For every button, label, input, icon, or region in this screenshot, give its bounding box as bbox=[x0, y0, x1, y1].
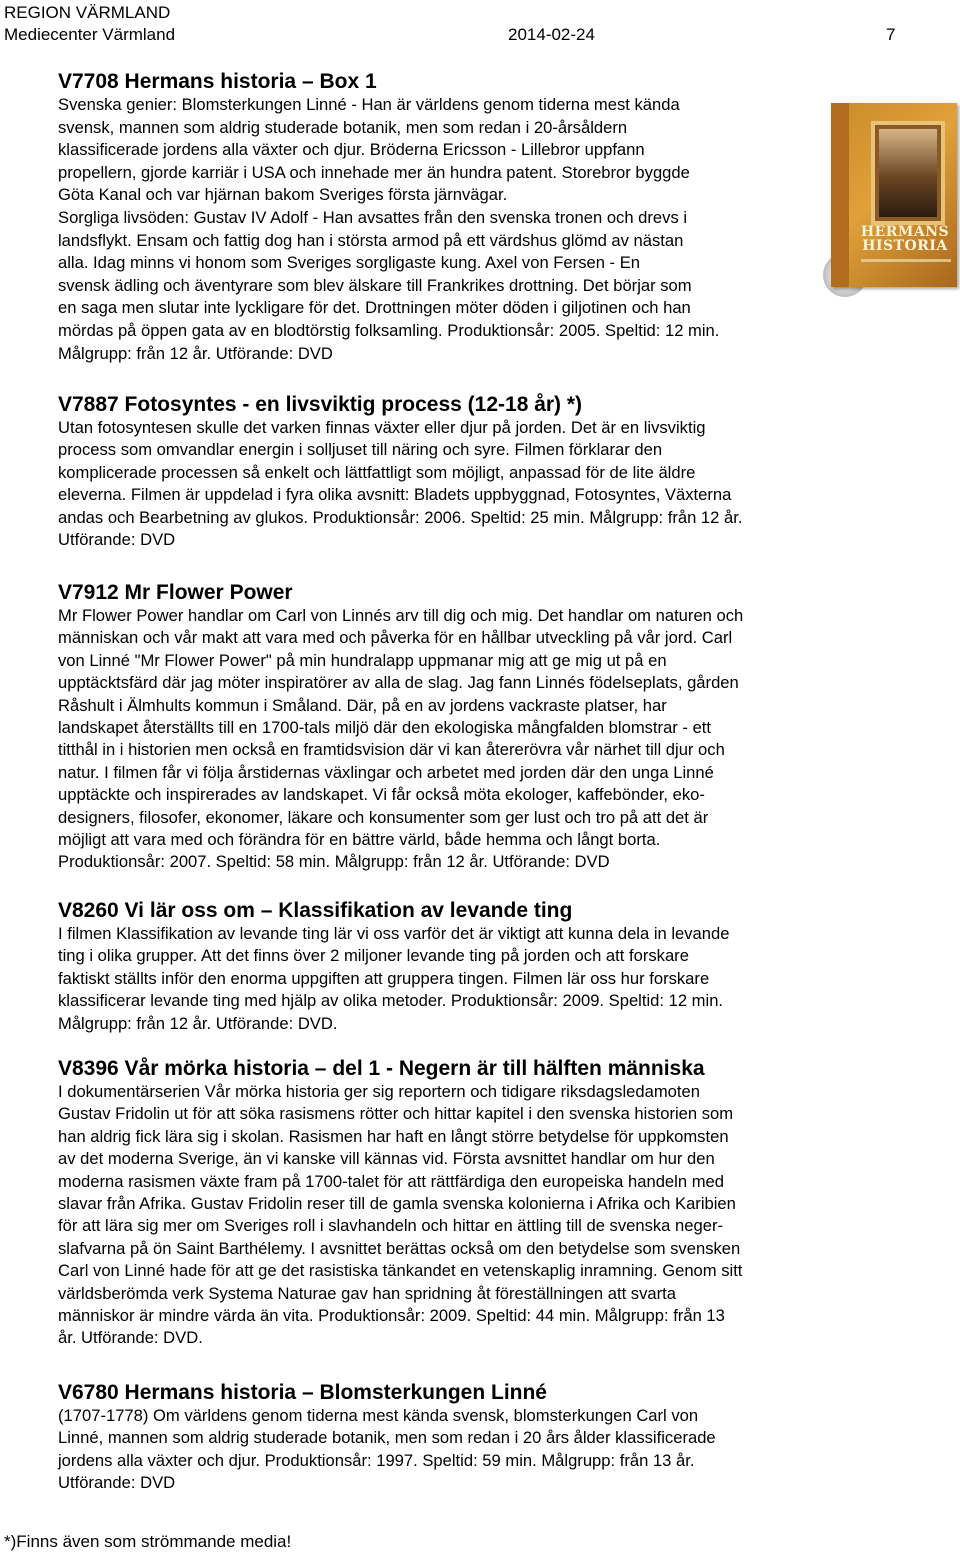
entry-title: V7912 Mr Flower Power bbox=[58, 581, 293, 604]
footnote: *)Finns även som strömmande media! bbox=[4, 1532, 292, 1551]
cover-title-line2: HISTORIA bbox=[862, 238, 948, 254]
cover-title-line1: HERMANS bbox=[860, 224, 950, 240]
catalog-entry bbox=[58, 1380, 908, 1495]
document-date: 2014-02-24 bbox=[508, 25, 595, 44]
cover-title bbox=[857, 225, 953, 253]
entry-description: Mr Flower Power handlar om Carl von Linnés arv till dig och mig. Det handlar om naturen och människan och vår makt att vara med och påverka för en hållbar utveckling på vår jord. Carl von Linné "Mr Flower Power" på min hundralapp uppmanar mig att ge mig ut på en upptäcktsfärd där jag möter inspiratörer av alla de slag. Jag fann Linnés födelseplats, gården Råshult i Älmhults kommun i Småland. Där, på en av jordens vackraste platser, har landskapet återställts till en 1700-tals miljö där den ekologiska mångfalden blomstrar - ett titthål in i historien men också en framtidsvision där vi kan återerövra vår närhet till djur och natur. I filmen får vi följa årstidernas växlingar och arbetet med jorden där den unga Linné upptäckte och inspirerades av landskapet. Vi får också möta ekologer, kaffebönder, eko- designers, filosofer, ekonomer, läkare och konsumenter som ger lust och tro på att det är möjligt att vara med och förändra för en bättre värld, både hemma och långt borta. Produktionsår: 2007. Speltid: 58 min. Målgrupp: från 12 år. Utförande: DVD bbox=[58, 606, 744, 872]
entry-description: Utan fotosyntesen skulle det varken finnas växter eller djur på jorden. Det är en livsviktig process som omvandlar energin i solljuset till näring och syre. Filmen förklarar den komplicerade processen så enkelt och lättfattligt som möjligt, anpassad för de lite äldre eleverna. Filmen är uppdelad i fyra olika avsnitt: Bladets uppbyggnad, Fotosyntes, Växterna andas och Bearbetning av glukos. Produktionsår: 2006. Speltid: 25 min. Målgrupp: från 12 år. Utförande: DVD bbox=[58, 418, 743, 550]
entry-description: Svenska genier: Blomsterkungen Linné - Han är världens genom tiderna mest kända svensk, mannen som aldrig studerade botanik, men som redan i 20-årsåldern klassificerade jordens alla växter och djur. Bröderna Ericsson - Lillebror uppfann propellern, gjorde karriär i USA och innehade mer än hundra patent. Storebror byggde Göta Kanal och var hjärnan bakom Sveriges första järnvägar. Sorgliga livsöden: Gustav IV Adolf - Han avsattes från den svenska tronen och drevs i landsflykt. Ensam och fattig dog han i största armod på ett värdshus glömd av nästan alla. Idag minns vi honom som Sveriges sorgligaste kung. Axel von Fersen - En svensk ädling och äventyrare som blev älskare till Frankrikes drottning. Det börjar som en saga men slutar inte lyckligare för det. Drottningen möter döden i giljotinen och han mördas på öppen gata av en blodtörstig folksamling. Produktionsår: 2005. Speltid: 12 min. Målgrupp: från 12 år. Utförande: DVD bbox=[58, 95, 720, 363]
entry-description: I dokumentärserien Vår mörka historia ger sig reportern och tidigare riksdagsledamoten Gustav Fridolin ut för att söka rasismens rötter och hittar kapitel i den svenska historien som han aldrig fick lära sig i skolan. Rasismen har haft en långt större betydelse för uppkomsten av det moderna Sverige, än vi kanske vill kännas vid. Första avsnittet handlar om hur den moderna rasismen växte fram på 1700-talet för att rättfärdiga den europeiska handeln med slavar från Afrika. Gustav Fridolin reser till de gamla svenska kolonierna i Afrika och Karibien för att lära sig mer om Sveriges roll i slavhandeln och hittar en ättling till de svenska neger- slafvarna på ön Saint Barthélemy. I avsnittet berättas också om den betydelse som svensken Carl von Linné hade för att ge det rasistiska tänkandet en vetenskaplig inramning. Genom sitt världsberömda verk Systema Naturae gav han spridning åt föreställningen att svarta människor är mindre värda än vita. Produktionsår: 2009. Speltid: 44 min. Målgrupp: från 13 år. Utförande: DVD. bbox=[58, 1082, 743, 1348]
entry-description: I filmen Klassifikation av levande ting lär vi oss varför det är viktigt att kunna dela in levande ting i olika grupper. Att det finns över 2 miljoner levande ting på jorden och att forskare faktiskt ställts inför den enorma uppgiften att gruppera tingen. Filmen lär oss hur forskare klassificerar levande ting med hjälp av olika metoder. Produktionsår: 2009. Speltid: 12 min. Målgrupp: från 12 år. Utförande: DVD. bbox=[58, 924, 730, 1033]
entry-title: V7708 Hermans historia – Box 1 bbox=[58, 70, 377, 93]
organization-name: REGION VÄRMLAND bbox=[4, 3, 171, 22]
entry-title: V8396 Vår mörka historia – del 1 - Negern är till hälften människa bbox=[58, 1057, 705, 1080]
catalog-entry bbox=[58, 392, 908, 551]
page-number: 7 bbox=[886, 25, 896, 44]
entry-title: V8260 Vi lär oss om – Klassifikation av levande ting bbox=[58, 899, 573, 922]
entry-description: (1707-1778) Om världens genom tiderna mest kända svensk, blomsterkungen Carl von Linné, mannen som aldrig studerade botanik, men som redan i 20 års ålder klassificerade jordens alla växter och djur. Produktionsår: 1997. Speltid: 59 min. Målgrupp: från 13 år. Utförande: DVD bbox=[58, 1406, 716, 1493]
catalog-entry bbox=[58, 1056, 908, 1350]
entry-title: V7887 Fotosyntes - en livsviktig process (12-18 år) *) bbox=[58, 393, 583, 416]
dvd-cover-image bbox=[823, 103, 957, 295]
cover-subtitle-bar bbox=[861, 259, 951, 262]
catalog-entry bbox=[58, 898, 908, 1035]
portrait-photo bbox=[879, 129, 937, 217]
portrait-frame bbox=[871, 121, 945, 225]
department-name: Mediecenter Värmland bbox=[4, 25, 176, 44]
entry-title: V6780 Hermans historia – Blomsterkungen Linné bbox=[58, 1381, 547, 1404]
catalog-entry bbox=[58, 580, 908, 874]
catalog-entry bbox=[58, 69, 838, 365]
dvd-box bbox=[831, 103, 957, 287]
